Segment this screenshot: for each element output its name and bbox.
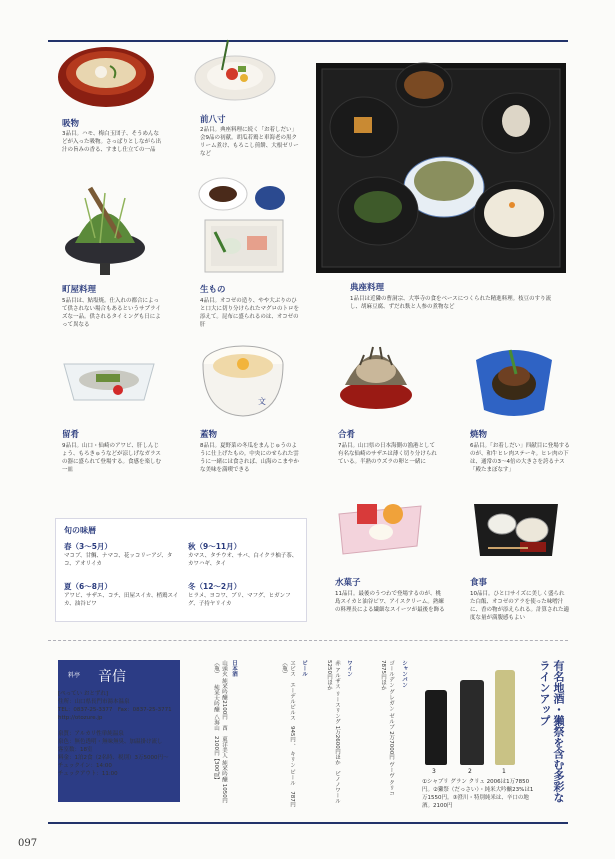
shokuji-photo	[468, 490, 563, 560]
bottle-caption: ①シャブリ グラン クリュ 2006は1万7850円。②獺祭（だっさい）・純米大吟醸23%は1万1550円。③澄川・特別純米は、辛口の地酒。2100円	[422, 779, 534, 809]
season-calendar-title: 旬の味暦	[64, 526, 96, 535]
dish-title-mizugashi: 水菓子	[335, 578, 361, 588]
season-winter-name: 冬（12〜2月）	[188, 582, 242, 591]
tenzo-photo	[316, 55, 566, 275]
dish-title-tomezakana: 留肴	[62, 430, 80, 440]
bottle-number-1: 1	[502, 768, 506, 775]
aizakana-photo	[335, 335, 417, 417]
inn-note-price: 料金：1泊2食（2名時、税別）3万5000円〜	[58, 755, 169, 761]
season-spring-text: マコブ、甘鯛、ナマコ、花ッコリーアジ、タコ、アオリイカ	[64, 553, 173, 567]
page-number: 097	[18, 838, 38, 849]
svg-text:文: 文	[258, 397, 266, 406]
drinks-wine-title: ワイン	[346, 660, 352, 677]
dish-desc-machiya: 5品目は、鮎塩焼。仕入れの都合によって供されない場合もあるというサプライズな一品。供されるタイミングも日によって異なる	[62, 298, 161, 328]
namamono-photo	[195, 172, 290, 277]
bottle-sumikawa	[425, 690, 447, 765]
season-summer-text: アワビ、サザエ、コチ、田屋スイカ、梢鶏スイカ、油谷ビワ	[64, 593, 179, 607]
season-calendar	[55, 518, 307, 622]
season-winter	[188, 581, 300, 608]
season-summer-name: 夏（6〜8月）	[64, 582, 112, 591]
season-autumn-name: 秋（9〜11月）	[188, 542, 242, 551]
dish-title-zenhassun: 前八寸	[200, 115, 226, 125]
drinks-wine-text: 赤 アルザス リースリング 1万2600円ほか ピノノワール 5250円ほか	[326, 660, 340, 804]
dish-desc-tomezakana: 9品目。山口・仙崎のアワビ、肝しんじょう、もろきゅうなどが涼しげなガラスの器に盛られて登場する。食感を楽しむ一皿	[62, 443, 162, 473]
bottle-number-3: 3	[432, 768, 436, 775]
dish-desc-aizakana: 7品目。山口県の日本海側の漁港として有名な仙崎のサザエは薄く切り分けられている。半熟のウズラの卵と一緒に	[338, 443, 437, 465]
yakimono-photo	[470, 330, 558, 422]
drinks-champagne-text: ゴールデン グレガン ゼルブ 2万7000円 ヴーヴ クリコ 7875円ほか	[380, 660, 394, 797]
inn-tel: TEL：0837-25-3377 Fax：0837-25-3771	[58, 707, 172, 713]
drinks-headline: 有名地酒・獺祭を含む多彩なラインアップ	[538, 660, 565, 803]
inn-url[interactable]: http://otozure.jp	[58, 715, 103, 721]
season-winter-text: ヒラメ、ヨコワ、ブリ、マフグ、ヒガンフグ、子持ヤリイカ	[188, 593, 291, 607]
season-summer	[64, 581, 182, 608]
bottle-number-2: 2	[468, 768, 472, 775]
dish-desc-namamono: 4品目。オコゼの造り、やや大ぶりのひと口大に切り分けられたマグロのトロを添えて。昆布に盛られるのは、オコゼの肝	[200, 298, 300, 328]
inn-note-rooms: 客室数：18室	[58, 747, 93, 753]
inn-notes	[58, 730, 182, 778]
dish-title-aizakana: 合肴	[338, 430, 356, 440]
suimono-photo	[55, 40, 157, 110]
section-divider	[48, 640, 568, 641]
season-autumn	[188, 541, 300, 568]
dish-desc-yakimono: 6品目。「お着しだい」四献目に登場するのが、和牛ヒレ肉ステーキ。ヒレ肉の下は、通常の3〜4倍の大きさを誇るナス「殿たまぼなす」	[470, 443, 570, 473]
zenhassun-photo	[192, 30, 278, 105]
inn-type: 料亭	[68, 672, 81, 679]
dish-title-machiya: 町屋料理	[62, 285, 97, 295]
drinks-nihonshu-text: 山頭火 純米吟醸2100円 酉 東洋美人 純米吟醸 1050円（瓶） 純米大吟醸 八海山 2100円【300㎖】	[213, 660, 227, 804]
season-autumn-text: カマス、タチウオ、サバ、白イクラ柚子茶、カワハギ、タイ	[188, 553, 298, 567]
drinks-champagne-title: シャンパン	[401, 660, 407, 688]
inn-note-checkin: チェックイン：14:00	[58, 763, 112, 769]
machiya-photo	[55, 168, 155, 278]
futamono-photo	[198, 340, 288, 420]
inn-address: 住所：山口県長門市湯本温泉	[58, 699, 130, 705]
inn-kana: [ぺってい おとずれ]	[58, 691, 109, 697]
dish-title-shokuji: 食事	[470, 578, 488, 588]
drinks-beer-title: ビール	[301, 660, 307, 677]
dish-desc-suimono: 3品目。ハモ、梅白玉団子、そうめんなどが入った吸物。さっぱりとしながら出汁の旨みの香る、すまし仕立ての一品	[62, 131, 162, 153]
dish-desc-zenhassun: 2品目。典座料理に続く「お着しだい」会9品の初献。胡瓜若鶏と車海老の黒クリーム煮け、もろこし煎餅、大根ゼリーなど	[200, 127, 299, 157]
tomezakana-photo	[60, 350, 158, 410]
mizugashi-photo	[335, 490, 425, 560]
inn-name: 音信	[98, 669, 126, 685]
inn-note-spring: 泉質：アルカリ性単純温泉	[58, 731, 124, 737]
inn-contact	[58, 690, 182, 722]
bottle-dassai	[460, 680, 484, 765]
dish-title-tenzo: 典座料理	[350, 283, 385, 293]
season-spring-name: 春（3〜5月）	[64, 542, 112, 551]
bottom-rule	[48, 822, 568, 824]
dish-title-yakimono: 焼物	[470, 430, 488, 440]
dish-title-suimono: 吸物	[62, 119, 80, 129]
dish-desc-shokuji: 10品目。ひと口サイズに美しく盛られた白飯、オコゼのアラを使った味噌汁に、香の物が添えられる。計算された適度な量が満腹感もよい	[470, 591, 570, 621]
dish-desc-futamono: 8品目。夏野菜の冬瓜をまんじゅうのように仕上げたもの。中央にのせられた雲うに一緒には食されば、山海のこまやかな美味を満喫できる	[200, 443, 300, 473]
inn-note-water: 泉色：無色透明・無味無臭、加温掛け流し	[58, 739, 163, 745]
season-spring	[64, 541, 182, 568]
dish-desc-tenzo: 1品目は近隣の曹洞宗、大寧寺の食をベースにつくられた精進料理。枝豆のすり流し、胡麻豆腐、ずだれ麩と人参の煮物など	[350, 296, 552, 310]
dish-desc-mizugashi: 11品目。最後のうつわで登場するのが、桃島スイカと油谷ビワ、アイスクリーム。熟練の料理長による繊細なスイーツが最後を飾る	[335, 591, 445, 613]
inn-note-checkout: チェックアウト：11:00	[58, 771, 118, 777]
drinks-beer-text: ヱビス エーデルピルス 945円 、 キリン ビール 787円（瓶）	[281, 660, 295, 808]
dish-title-futamono: 蓋物	[200, 430, 218, 440]
dish-title-namamono: 生もの	[200, 285, 226, 295]
bottle-chablis	[495, 670, 515, 765]
drinks-nihonshu-title: 日本酒	[231, 660, 237, 677]
